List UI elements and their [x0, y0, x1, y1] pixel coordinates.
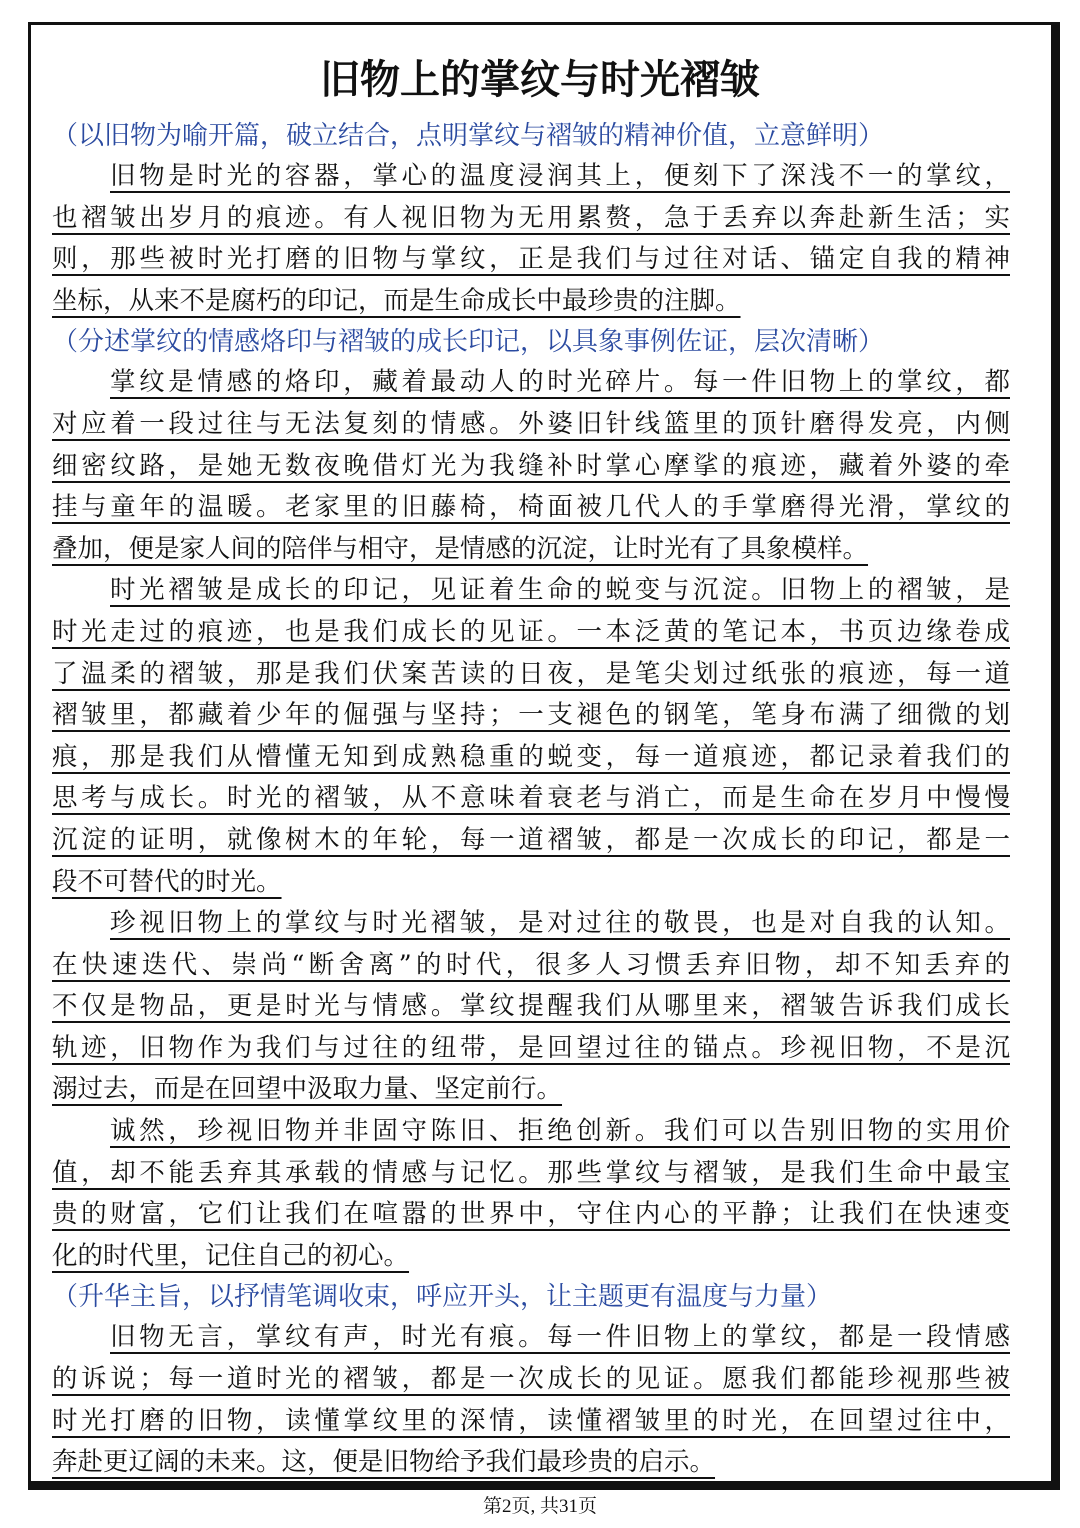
paragraph-line: 对应着一段过往与无法复刻的情感。外婆旧针线篮里的顶针磨得发亮，内侧: [52, 408, 1010, 439]
paragraph-line: 掌纹是情感的烙印，藏着最动人的时光碎片。每一件旧物上的掌纹，都: [110, 367, 1010, 398]
paragraph-line: 时光褶皱是成长的印记，见证着生命的蜕变与沉淀。旧物上的褶皱，是: [110, 575, 1010, 606]
paragraph-line: 溺过去，而是在回望中汲取力量、坚定前行。: [52, 1074, 563, 1105]
paragraph-line: 时光打磨的旧物，读懂掌纹里的深情，读懂褶皱里的时光，在回望过往中，: [52, 1405, 1010, 1436]
paragraph-line: 段不可替代的时光。: [52, 866, 282, 897]
paragraph-line: 化的时代里，记住自己的初心。: [52, 1240, 410, 1271]
paragraph-line: 诚然，珍视旧物并非固守陈旧、拒绝创新。我们可以告别旧物的实用价: [110, 1116, 1010, 1147]
paragraph-line: 挂与童年的温暖。老家里的旧藤椅，椅面被几代人的手掌磨得光滑，掌纹的: [52, 492, 1010, 523]
paragraph-line: 了温柔的褶皱，那是我们伏案苦读的日夜，是笔尖划过纸张的痕迹，每一道: [52, 658, 1010, 689]
paragraph-6: [52, 1317, 1010, 1483]
annotation-intro: （以旧物为喻开篇，破立结合，点明掌纹与褶皱的精神价值，立意鲜明）: [52, 121, 885, 151]
paragraph-line: 值，却不能丢弃其承载的情感与记忆。那些掌纹与褶皱，是我们生命中最宝: [52, 1157, 1010, 1188]
paragraph-2: [52, 362, 1010, 570]
page-number: 第2页, 共31页: [482, 1496, 597, 1517]
paragraph-line: 不仅是物品，更是时光与情感。掌纹提醒我们从哪里来，褶皱告诉我们成长: [52, 991, 1010, 1022]
paragraph-line: 坐标，从来不是腐朽的印记，而是生命成长中最珍贵的注脚。: [52, 285, 741, 316]
paragraph-line: 细密纹路，是她无数夜晚借灯光为我缝补时掌心摩挲的痕迹，藏着外婆的牵: [52, 450, 1010, 481]
paragraph-line: 也褶皱出岁月的痕迹。有人视旧物为无用累赘，急于丢弃以奔赴新生活；实: [52, 202, 1010, 233]
paragraph-line: 轨迹，旧物作为我们与过往的纽带，是回望过往的锚点。珍视旧物，不是沉: [52, 1032, 1010, 1063]
paragraph-line: 在快速迭代、崇尚“断舍离”的时代，很多人习惯丢弃旧物，却不知丢弃的: [52, 949, 1010, 980]
essay-title: 旧物上的掌纹与时光褶皱: [320, 57, 760, 103]
paragraph-1: [52, 156, 1010, 322]
paragraph-line: 痕，那是我们从懵懂无知到成熟稳重的蜕变，每一道痕迹，都记录着我们的: [52, 741, 1010, 772]
essay-body: [52, 116, 1010, 1484]
paragraph-line: 思考与成长。时光的褶皱，从不意味着衰老与消亡，而是生命在岁月中慢慢: [52, 783, 1010, 814]
paragraph-line: 时光走过的痕迹，也是我们成长的见证。一本泛黄的笔记本，书页边缘卷成: [52, 616, 1010, 647]
paragraph-line: 旧物是时光的容器，掌心的温度浸润其上，便刻下了深浅不一的掌纹，: [110, 161, 1010, 191]
paragraph-line: 奔赴更辽阔的未来。这，便是旧物给予我们最珍贵的启示。: [52, 1447, 716, 1478]
paragraph-line: 叠加，便是家人间的陪伴与相守，是情感的沉淀，让时光有了具象模样。: [52, 533, 869, 564]
paragraph-line: 沉淀的证明，就像树木的年轮，每一道褶皱，都是一次成长的印记，都是一: [52, 824, 1010, 855]
paragraph-line: 的诉说；每一道时光的褶皱，都是一次成长的见证。愿我们都能珍视那些被: [52, 1364, 1010, 1395]
paragraph-line: 旧物无言，掌纹有声，时光有痕。每一件旧物上的掌纹，都是一段情感: [110, 1322, 1010, 1353]
paragraph-3: [52, 570, 1010, 903]
paragraph-line: 褶皱里，都藏着少年的倔强与坚持；一支褪色的钢笔，笔身布满了细微的划: [52, 700, 1010, 731]
paragraph-line: 珍视旧物上的掌纹与时光褶皱，是对过往的敬畏，也是对自我的认知。: [110, 908, 1010, 939]
paragraph-5: [52, 1111, 1010, 1277]
paragraph-4: [52, 903, 1010, 1111]
paragraph-line: 则，那些被时光打磨的旧物与掌纹，正是我们与过往对话、锚定自我的精神: [52, 244, 1010, 275]
annotation-body: （分述掌纹的情感烙印与褶皱的成长印记，以具象事例佐证，层次清晰）: [52, 327, 885, 358]
annotation-conclusion: （升华主旨，以抒情笔调收束，呼应开头，让主题更有温度与力量）: [52, 1282, 833, 1313]
paragraph-line: 贵的财富，它们让我们在喧嚣的世界中，守住内心的平静；让我们在快速变: [52, 1199, 1010, 1230]
